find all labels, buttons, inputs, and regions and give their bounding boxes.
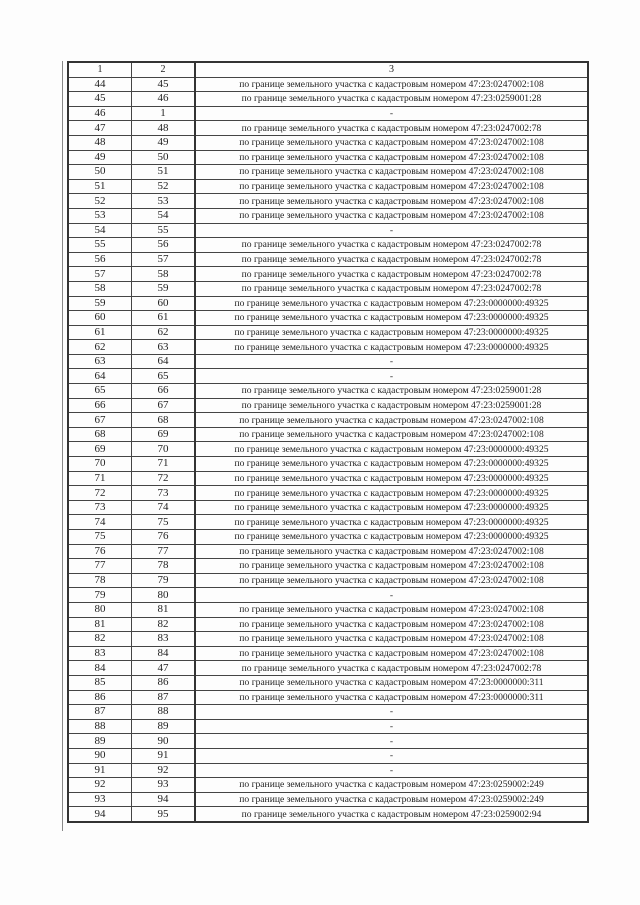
- cell-point-from: 66: [68, 398, 132, 413]
- cell-point-to: 63: [132, 340, 196, 355]
- cell-point-to: 46: [132, 92, 196, 107]
- cell-point-to: 77: [132, 544, 196, 559]
- table-row: [68, 252, 588, 267]
- cell-boundary-description: -: [195, 719, 588, 734]
- cell-boundary-description: по границе земельного участка с кадастровым номером 47:23:0247002:108: [195, 573, 588, 588]
- table-row: [68, 311, 588, 326]
- cell-point-from: 76: [68, 544, 132, 559]
- cell-point-to: 58: [132, 267, 196, 282]
- table-row: [68, 500, 588, 515]
- cell-boundary-description: по границе земельного участка с кадастровым номером 47:23:0000000:49325: [195, 325, 588, 340]
- table-row: [68, 267, 588, 282]
- cell-point-to: 57: [132, 252, 196, 267]
- cell-boundary-description: по границе земельного участка с кадастровым номером 47:23:0247002:108: [195, 617, 588, 632]
- cell-point-to: 71: [132, 457, 196, 472]
- cell-point-from: 75: [68, 530, 132, 545]
- cell-point-to: 84: [132, 646, 196, 661]
- cell-point-from: 86: [68, 690, 132, 705]
- table-row: [68, 705, 588, 720]
- cell-point-from: 91: [68, 763, 132, 778]
- cell-boundary-description: по границе земельного участка с кадастровым номером 47:23:0000000:49325: [195, 471, 588, 486]
- cell-point-from: 57: [68, 267, 132, 282]
- table-row: [68, 354, 588, 369]
- cell-point-from: 55: [68, 238, 132, 253]
- table-row: [68, 457, 588, 472]
- cell-boundary-description: по границе земельного участка с кадастровым номером 47:23:0247002:78: [195, 267, 588, 282]
- cell-boundary-description: -: [195, 369, 588, 384]
- cell-point-to: 79: [132, 573, 196, 588]
- table-row: [68, 92, 588, 107]
- cell-boundary-description: по границе земельного участка с кадастровым номером 47:23:0000000:49325: [195, 442, 588, 457]
- cell-point-from: 45: [68, 92, 132, 107]
- table-row: [68, 734, 588, 749]
- cell-point-from: 88: [68, 719, 132, 734]
- table-row: [68, 398, 588, 413]
- cell-point-from: 50: [68, 165, 132, 180]
- cell-boundary-description: по границе земельного участка с кадастровым номером 47:23:0259002:94: [195, 807, 588, 822]
- header-cell-col3: 3: [195, 62, 588, 77]
- cell-point-from: 87: [68, 705, 132, 720]
- cell-point-from: 85: [68, 675, 132, 690]
- table-row: [68, 661, 588, 676]
- cell-point-to: 1: [132, 106, 196, 121]
- cell-point-from: 78: [68, 573, 132, 588]
- cell-boundary-description: по границе земельного участка с кадастровым номером 47:23:0247002:108: [195, 208, 588, 223]
- cell-point-to: 49: [132, 135, 196, 150]
- cell-boundary-description: по границе земельного участка с кадастровым номером 47:23:0247002:78: [195, 238, 588, 253]
- cell-point-from: 68: [68, 427, 132, 442]
- cell-boundary-description: по границе земельного участка с кадастровым номером 47:23:0247002:108: [195, 194, 588, 209]
- cell-point-from: 56: [68, 252, 132, 267]
- cell-point-to: 76: [132, 530, 196, 545]
- cell-point-from: 92: [68, 778, 132, 793]
- cell-boundary-description: по границе земельного участка с кадастровым номером 47:23:0247002:108: [195, 135, 588, 150]
- cell-point-from: 58: [68, 281, 132, 296]
- cell-point-to: 70: [132, 442, 196, 457]
- cell-boundary-description: по границе земельного участка с кадастровым номером 47:23:0000000:49325: [195, 296, 588, 311]
- table-row: [68, 340, 588, 355]
- table-row: [68, 281, 588, 296]
- cell-boundary-description: по границе земельного участка с кадастровым номером 47:23:0000000:49325: [195, 515, 588, 530]
- cell-point-from: 90: [68, 748, 132, 763]
- cell-boundary-description: по границе земельного участка с кадастровым номером 47:23:0000000:49325: [195, 457, 588, 472]
- cell-point-to: 61: [132, 311, 196, 326]
- cell-point-from: 89: [68, 734, 132, 749]
- cell-point-to: 54: [132, 208, 196, 223]
- header-cell-col2: 2: [132, 62, 196, 77]
- cell-point-to: 52: [132, 179, 196, 194]
- cell-point-to: 78: [132, 559, 196, 574]
- cell-boundary-description: по границе земельного участка с кадастровым номером 47:23:0247002:108: [195, 559, 588, 574]
- scan-edge-line: [62, 61, 63, 831]
- table-header-row: [68, 62, 588, 77]
- table-row: [68, 150, 588, 165]
- cell-boundary-description: по границе земельного участка с кадастровым номером 47:23:0259001:28: [195, 398, 588, 413]
- cell-point-from: 65: [68, 384, 132, 399]
- cell-point-from: 64: [68, 369, 132, 384]
- cell-point-to: 82: [132, 617, 196, 632]
- table-row: [68, 223, 588, 238]
- cell-boundary-description: по границе земельного участка с кадастровым номером 47:23:0247002:108: [195, 544, 588, 559]
- table-row: [68, 690, 588, 705]
- table-row: [68, 530, 588, 545]
- table-row: [68, 106, 588, 121]
- table-row: [68, 238, 588, 253]
- cell-boundary-description: -: [195, 354, 588, 369]
- cell-point-to: 92: [132, 763, 196, 778]
- cell-point-to: 53: [132, 194, 196, 209]
- table-row: [68, 602, 588, 617]
- cell-point-from: 83: [68, 646, 132, 661]
- cell-point-from: 70: [68, 457, 132, 472]
- table-row: [68, 369, 588, 384]
- cell-boundary-description: по границе земельного участка с кадастровым номером 47:23:0000000:311: [195, 675, 588, 690]
- cell-point-to: 67: [132, 398, 196, 413]
- cell-point-from: 48: [68, 135, 132, 150]
- cell-point-to: 90: [132, 734, 196, 749]
- table-row: [68, 325, 588, 340]
- cell-boundary-description: по границе земельного участка с кадастровым номером 47:23:0247002:108: [195, 632, 588, 647]
- cell-point-to: 95: [132, 807, 196, 822]
- table-row: [68, 763, 588, 778]
- table-row: [68, 588, 588, 603]
- table-row: [68, 427, 588, 442]
- cell-point-from: 71: [68, 471, 132, 486]
- cell-boundary-description: по границе земельного участка с кадастровым номером 47:23:0000000:49325: [195, 311, 588, 326]
- table-row: [68, 208, 588, 223]
- table-row: [68, 632, 588, 647]
- cell-boundary-description: -: [195, 705, 588, 720]
- table-row: [68, 748, 588, 763]
- cell-point-to: 64: [132, 354, 196, 369]
- cell-point-from: 54: [68, 223, 132, 238]
- table-row: [68, 617, 588, 632]
- cell-boundary-description: -: [195, 763, 588, 778]
- cell-point-to: 94: [132, 792, 196, 807]
- cell-point-from: 49: [68, 150, 132, 165]
- cell-point-from: 52: [68, 194, 132, 209]
- cell-point-from: 61: [68, 325, 132, 340]
- cell-point-from: 46: [68, 106, 132, 121]
- cell-point-to: 83: [132, 632, 196, 647]
- cell-boundary-description: по границе земельного участка с кадастровым номером 47:23:0247002:108: [195, 427, 588, 442]
- cell-boundary-description: по границе земельного участка с кадастровым номером 47:23:0000000:49325: [195, 340, 588, 355]
- cell-point-to: 91: [132, 748, 196, 763]
- table-row: [68, 77, 588, 92]
- cell-point-from: 79: [68, 588, 132, 603]
- table-row: [68, 792, 588, 807]
- cell-boundary-description: по границе земельного участка с кадастровым номером 47:23:0259002:249: [195, 778, 588, 793]
- header-cell-col1: 1: [68, 62, 132, 77]
- table-row: [68, 675, 588, 690]
- cell-boundary-description: по границе земельного участка с кадастровым номером 47:23:0247002:78: [195, 252, 588, 267]
- cell-point-to: 55: [132, 223, 196, 238]
- table-row: [68, 807, 588, 822]
- cell-boundary-description: по границе земельного участка с кадастровым номером 47:23:0259001:28: [195, 92, 588, 107]
- cell-point-to: 66: [132, 384, 196, 399]
- table-row: [68, 413, 588, 428]
- cell-point-from: 77: [68, 559, 132, 574]
- table-row: [68, 296, 588, 311]
- table-row: [68, 486, 588, 501]
- table-body: [68, 62, 588, 822]
- cell-boundary-description: -: [195, 734, 588, 749]
- cell-point-to: 86: [132, 675, 196, 690]
- cell-point-from: 74: [68, 515, 132, 530]
- cell-point-to: 89: [132, 719, 196, 734]
- cell-point-to: 59: [132, 281, 196, 296]
- cell-boundary-description: по границе земельного участка с кадастровым номером 47:23:0000000:49325: [195, 530, 588, 545]
- cell-boundary-description: -: [195, 223, 588, 238]
- table-row: [68, 121, 588, 136]
- cell-boundary-description: -: [195, 106, 588, 121]
- cell-point-to: 81: [132, 602, 196, 617]
- cell-point-from: 69: [68, 442, 132, 457]
- cell-boundary-description: по границе земельного участка с кадастровым номером 47:23:0000000:49325: [195, 486, 588, 501]
- cell-point-to: 51: [132, 165, 196, 180]
- cell-boundary-description: по границе земельного участка с кадастровым номером 47:23:0247002:78: [195, 661, 588, 676]
- cell-point-to: 56: [132, 238, 196, 253]
- cell-point-from: 47: [68, 121, 132, 136]
- cell-point-to: 68: [132, 413, 196, 428]
- cell-point-from: 82: [68, 632, 132, 647]
- cell-point-to: 62: [132, 325, 196, 340]
- cell-point-from: 84: [68, 661, 132, 676]
- cell-point-from: 72: [68, 486, 132, 501]
- table-row: [68, 194, 588, 209]
- cell-boundary-description: по границе земельного участка с кадастровым номером 47:23:0247002:108: [195, 165, 588, 180]
- table-row: [68, 544, 588, 559]
- cell-point-to: 65: [132, 369, 196, 384]
- cell-boundary-description: по границе земельного участка с кадастровым номером 47:23:0247002:108: [195, 602, 588, 617]
- boundary-table: [67, 61, 589, 823]
- table-row: [68, 573, 588, 588]
- cell-boundary-description: по границе земельного участка с кадастровым номером 47:23:0247002:108: [195, 179, 588, 194]
- cell-boundary-description: -: [195, 588, 588, 603]
- cell-boundary-description: по границе земельного участка с кадастровым номером 47:23:0247002:78: [195, 121, 588, 136]
- table-row: [68, 179, 588, 194]
- cell-point-from: 60: [68, 311, 132, 326]
- cell-point-to: 73: [132, 486, 196, 501]
- cell-point-to: 93: [132, 778, 196, 793]
- cell-point-from: 44: [68, 77, 132, 92]
- table-row: [68, 646, 588, 661]
- cell-point-from: 81: [68, 617, 132, 632]
- cell-boundary-description: по границе земельного участка с кадастровым номером 47:23:0259002:249: [195, 792, 588, 807]
- cell-point-from: 51: [68, 179, 132, 194]
- cell-boundary-description: по границе земельного участка с кадастровым номером 47:23:0247002:78: [195, 281, 588, 296]
- cell-point-from: 63: [68, 354, 132, 369]
- cell-boundary-description: по границе земельного участка с кадастровым номером 47:23:0000000:49325: [195, 500, 588, 515]
- cell-point-to: 45: [132, 77, 196, 92]
- cell-boundary-description: по границе земельного участка с кадастровым номером 47:23:0247002:108: [195, 413, 588, 428]
- cell-point-from: 59: [68, 296, 132, 311]
- table-row: [68, 165, 588, 180]
- cell-point-to: 88: [132, 705, 196, 720]
- cell-point-from: 93: [68, 792, 132, 807]
- cell-boundary-description: по границе земельного участка с кадастровым номером 47:23:0259001:28: [195, 384, 588, 399]
- table-row: [68, 471, 588, 486]
- table-row: [68, 442, 588, 457]
- cell-point-to: 69: [132, 427, 196, 442]
- cell-boundary-description: по границе земельного участка с кадастровым номером 47:23:0000000:311: [195, 690, 588, 705]
- table-row: [68, 135, 588, 150]
- cell-point-to: 75: [132, 515, 196, 530]
- table-row: [68, 384, 588, 399]
- cell-point-from: 73: [68, 500, 132, 515]
- cell-point-to: 74: [132, 500, 196, 515]
- cell-point-to: 80: [132, 588, 196, 603]
- table-row: [68, 778, 588, 793]
- cell-point-from: 67: [68, 413, 132, 428]
- cell-point-from: 62: [68, 340, 132, 355]
- cell-point-to: 87: [132, 690, 196, 705]
- table-row: [68, 515, 588, 530]
- cell-point-to: 47: [132, 661, 196, 676]
- cell-boundary-description: по границе земельного участка с кадастровым номером 47:23:0247002:108: [195, 77, 588, 92]
- table-row: [68, 719, 588, 734]
- cell-boundary-description: по границе земельного участка с кадастровым номером 47:23:0247002:108: [195, 646, 588, 661]
- cell-point-from: 94: [68, 807, 132, 822]
- cell-point-to: 50: [132, 150, 196, 165]
- table-row: [68, 559, 588, 574]
- cell-point-from: 80: [68, 602, 132, 617]
- cell-point-to: 60: [132, 296, 196, 311]
- cell-point-from: 53: [68, 208, 132, 223]
- cell-boundary-description: по границе земельного участка с кадастровым номером 47:23:0247002:108: [195, 150, 588, 165]
- cell-point-to: 48: [132, 121, 196, 136]
- cell-point-to: 72: [132, 471, 196, 486]
- cell-boundary-description: -: [195, 748, 588, 763]
